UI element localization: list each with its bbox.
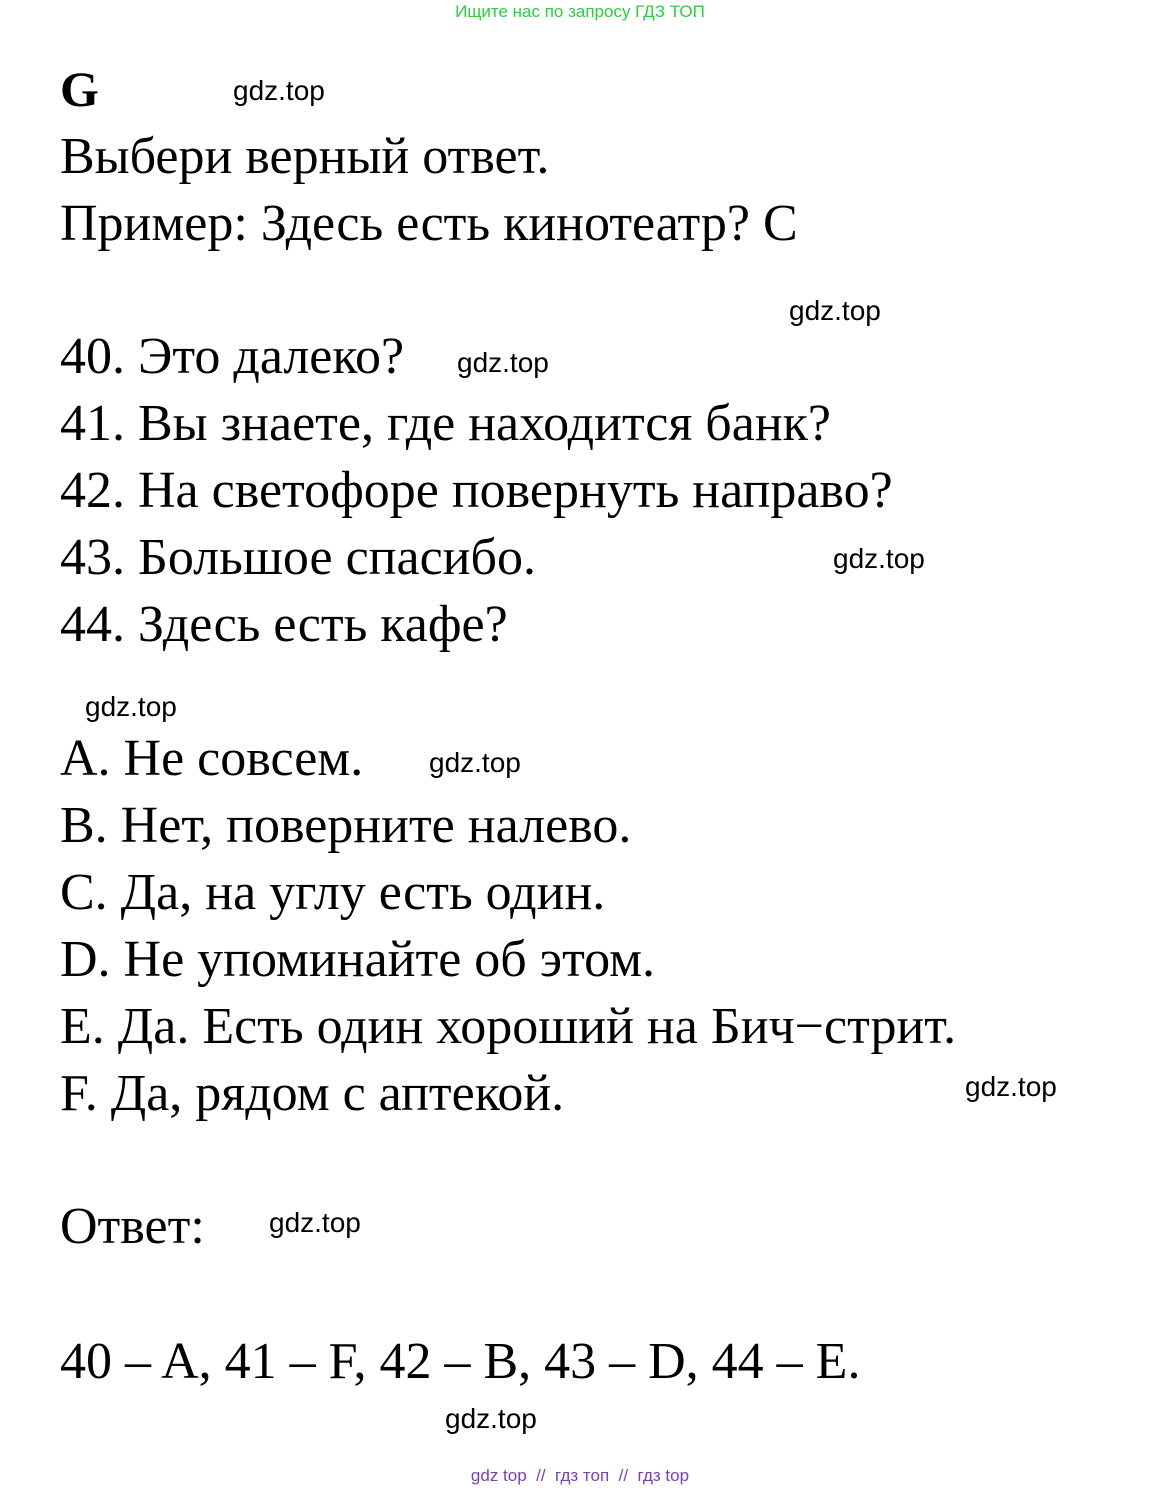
answer-label: Ответ: — [60, 1198, 205, 1255]
question-44: 44. Здесь есть кафе? — [60, 596, 508, 653]
example-text: Пример: Здесь есть кинотеатр? C — [60, 195, 798, 252]
footer-separator: // — [618, 1466, 629, 1485]
section-letter: G — [60, 61, 99, 117]
option-b: B. Нет, поверните налево. — [60, 797, 632, 854]
option-e: E. Да. Есть один хороший на Бич−стрит. — [60, 998, 957, 1055]
question-41: 41. Вы знаете, где находится банк? — [60, 395, 832, 452]
question-40: 40. Это далеко? — [60, 328, 405, 385]
footer-links — [0, 1466, 1160, 1486]
watermark: gdz.top — [457, 347, 549, 378]
footer-separator: // — [536, 1466, 546, 1485]
question-42: 42. На светофоре повернуть направо? — [60, 462, 893, 519]
watermark: gdz.top — [833, 543, 925, 574]
watermark: gdz.top — [965, 1071, 1057, 1102]
answer-text: 40 – A, 41 – F, 42 – B, 43 – D, 44 – E. — [60, 1333, 861, 1390]
footer-link-gdz-top[interactable]: gdz top — [470, 1466, 527, 1485]
watermark: gdz.top — [429, 747, 521, 778]
option-f: F. Да, рядом с аптекой. — [60, 1065, 565, 1122]
option-c: C. Да, на углу есть один. — [60, 864, 606, 921]
watermark: gdz.top — [233, 75, 325, 106]
footer-link-gdz-top-mixed[interactable]: гдз top — [637, 1466, 690, 1485]
option-a: A. Не совсем. — [60, 730, 364, 787]
watermark: gdz.top — [269, 1207, 361, 1238]
instruction-text: Выбери верный ответ. — [60, 128, 550, 185]
watermark: gdz.top — [789, 295, 881, 326]
footer-link-gdz-top-ru[interactable]: гдз топ — [555, 1466, 610, 1485]
watermark: gdz.top — [85, 691, 177, 722]
watermark: gdz.top — [445, 1403, 537, 1434]
top-banner-text: Ищите нас по запросу ГДЗ ТОП — [455, 2, 705, 21]
top-banner — [0, 2, 1160, 22]
option-d: D. Не упоминайте об этом. — [60, 931, 656, 988]
question-43: 43. Большое спасибо. — [60, 529, 536, 586]
